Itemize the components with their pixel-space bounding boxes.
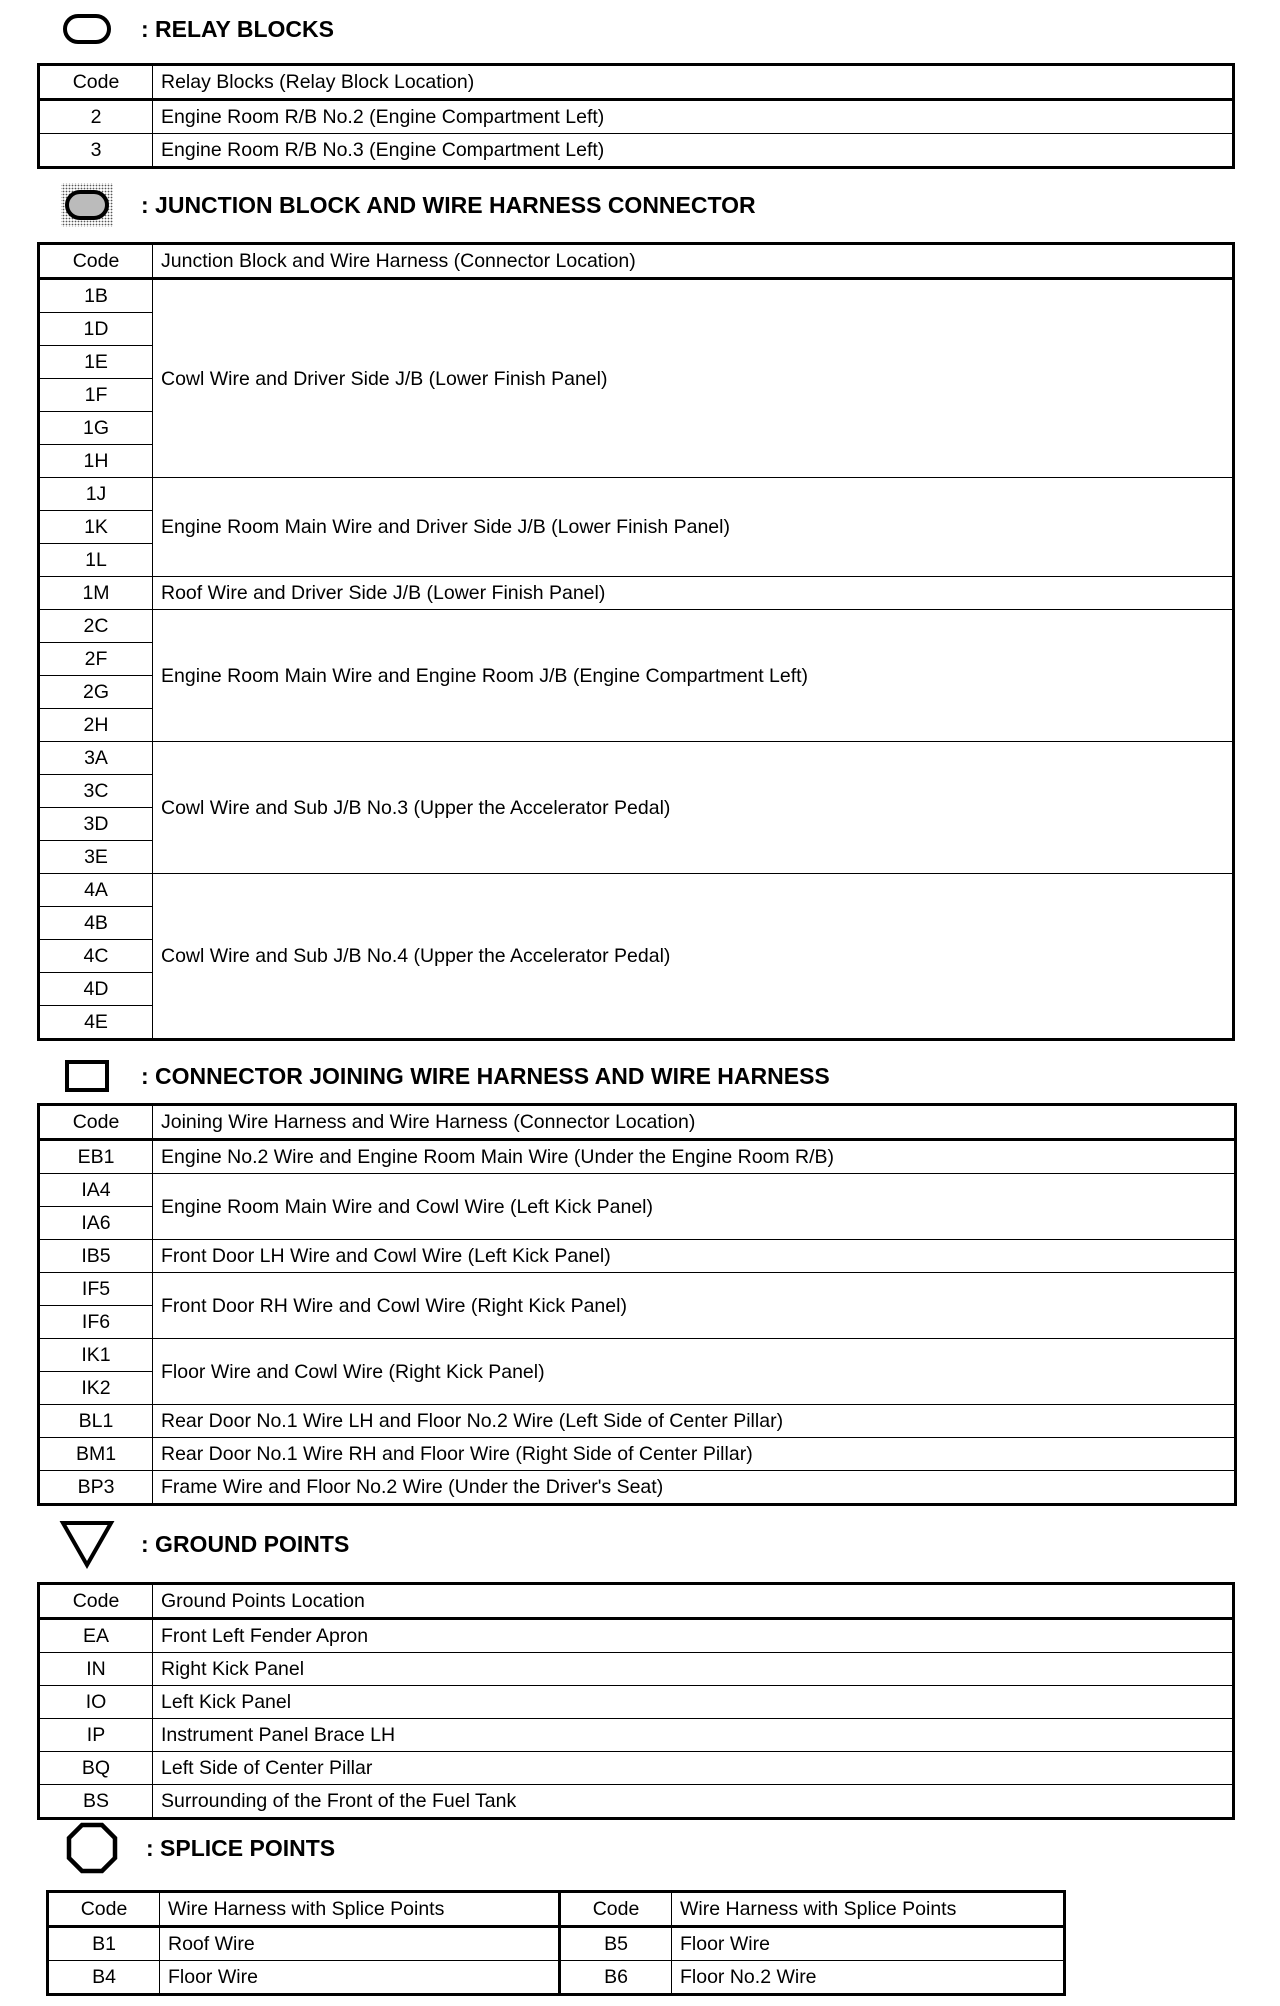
table-row: [39, 742, 1234, 775]
table-row: [48, 1927, 1065, 1961]
description-header: Junction Block and Wire Harness (Connector Location): [153, 244, 1234, 279]
code-cell: 4D: [39, 973, 153, 1006]
rounded-rectangle-icon: [57, 5, 117, 53]
description-cell: Engine Room Main Wire and Cowl Wire (Left Kick Panel): [153, 1174, 1236, 1240]
table-row: [39, 1240, 1236, 1273]
square-icon: [57, 1052, 117, 1100]
code-cell: BP3: [39, 1471, 153, 1505]
code-cell: 2F: [39, 643, 153, 676]
code-cell: 1D: [39, 313, 153, 346]
table-row: [39, 1174, 1236, 1207]
code-cell: IA6: [39, 1207, 153, 1240]
code-cell: 1J: [39, 478, 153, 511]
table-row: [39, 874, 1234, 907]
description-cell: Roof Wire and Driver Side J/B (Lower Finish Panel): [153, 577, 1234, 610]
code-cell: 3C: [39, 775, 153, 808]
code-cell: 4A: [39, 874, 153, 907]
description-cell: Floor Wire: [672, 1927, 1065, 1961]
relay-blocks-table: [37, 63, 1235, 169]
code-cell: B4: [48, 1961, 160, 1995]
connector-heading: [57, 1052, 830, 1100]
table-row: [39, 610, 1234, 643]
ground-points-title: : GROUND POINTS: [141, 1530, 350, 1557]
table-row: [39, 1653, 1234, 1686]
table-row: [39, 1686, 1234, 1719]
code-cell: 2G: [39, 676, 153, 709]
splice-points-title: : SPLICE POINTS: [146, 1834, 336, 1861]
description-cell: Engine Room R/B No.3 (Engine Compartment Left): [153, 134, 1234, 168]
code-cell: B1: [48, 1927, 160, 1961]
description-cell: Left Side of Center Pillar: [153, 1752, 1234, 1785]
code-cell: IO: [39, 1686, 153, 1719]
code-cell: 3D: [39, 808, 153, 841]
table-row: [39, 1752, 1234, 1785]
table-row: [39, 1140, 1236, 1174]
junction-block-title: : JUNCTION BLOCK AND WIRE HARNESS CONNECTOR: [141, 191, 756, 218]
table-row: [39, 134, 1234, 168]
description-cell: Engine Room Main Wire and Driver Side J/B (Lower Finish Panel): [153, 478, 1234, 577]
description-cell: Floor Wire: [160, 1961, 560, 1995]
code-cell: 3: [39, 134, 153, 168]
code-header: Code: [48, 1892, 160, 1927]
shaded-rounded-rectangle-icon: [57, 181, 117, 229]
description-header: Wire Harness with Splice Points: [672, 1892, 1065, 1927]
code-cell: 1M: [39, 577, 153, 610]
header-row: [48, 1892, 1065, 1927]
table-row: [39, 1438, 1236, 1471]
description-cell: Frame Wire and Floor No.2 Wire (Under the Driver's Seat): [153, 1471, 1236, 1505]
code-cell: IN: [39, 1653, 153, 1686]
header-row: [39, 1584, 1234, 1619]
description-cell: Engine No.2 Wire and Engine Room Main Wire (Under the Engine Room R/B): [153, 1140, 1236, 1174]
code-cell: 3A: [39, 742, 153, 775]
table-row: [39, 1785, 1234, 1819]
description-cell: Engine Room Main Wire and Engine Room J/B (Engine Compartment Left): [153, 610, 1234, 742]
code-header: Code: [39, 1105, 153, 1140]
junction-block-heading: [57, 181, 756, 229]
table-row: [39, 1471, 1236, 1505]
relay-blocks-title: : RELAY BLOCKS: [141, 15, 334, 42]
ground-points-table: [37, 1582, 1235, 1820]
table-row: [39, 577, 1234, 610]
code-cell: BM1: [39, 1438, 153, 1471]
table-row: [39, 1719, 1234, 1752]
table-row: [39, 1405, 1236, 1438]
code-header: Code: [560, 1892, 672, 1927]
splice-points-heading: [62, 1824, 335, 1872]
description-cell: Front Door RH Wire and Cowl Wire (Right Kick Panel): [153, 1273, 1236, 1339]
code-cell: BS: [39, 1785, 153, 1819]
connector-table: [37, 1103, 1237, 1506]
description-cell: Floor No.2 Wire: [672, 1961, 1065, 1995]
code-cell: EB1: [39, 1140, 153, 1174]
code-cell: B5: [560, 1927, 672, 1961]
code-header: Code: [39, 65, 153, 100]
description-cell: Floor Wire and Cowl Wire (Right Kick Panel): [153, 1339, 1236, 1405]
octagon-icon: [62, 1824, 122, 1872]
code-cell: 2: [39, 100, 153, 134]
description-cell: Engine Room R/B No.2 (Engine Compartment Left): [153, 100, 1234, 134]
description-cell: Surrounding of the Front of the Fuel Tank: [153, 1785, 1234, 1819]
code-cell: IF5: [39, 1273, 153, 1306]
code-cell: 4E: [39, 1006, 153, 1040]
code-cell: 1G: [39, 412, 153, 445]
code-cell: 2C: [39, 610, 153, 643]
description-header: Wire Harness with Splice Points: [160, 1892, 560, 1927]
header-row: [39, 1105, 1236, 1140]
table-row: [48, 1961, 1065, 1995]
description-cell: Left Kick Panel: [153, 1686, 1234, 1719]
code-cell: B6: [560, 1961, 672, 1995]
code-cell: IK2: [39, 1372, 153, 1405]
code-header: Code: [39, 1584, 153, 1619]
code-cell: 2H: [39, 709, 153, 742]
code-cell: IF6: [39, 1306, 153, 1339]
description-cell: Front Door LH Wire and Cowl Wire (Left Kick Panel): [153, 1240, 1236, 1273]
description-cell: Cowl Wire and Sub J/B No.3 (Upper the Accelerator Pedal): [153, 742, 1234, 874]
code-cell: 1L: [39, 544, 153, 577]
ground-points-heading: [57, 1520, 349, 1568]
code-cell: IK1: [39, 1339, 153, 1372]
code-cell: IA4: [39, 1174, 153, 1207]
code-header: Code: [39, 244, 153, 279]
table-row: [39, 1339, 1236, 1372]
down-triangle-icon: [57, 1520, 117, 1568]
description-cell: Instrument Panel Brace LH: [153, 1719, 1234, 1752]
table-row: [39, 1273, 1236, 1306]
table-row: [39, 478, 1234, 511]
description-header: Ground Points Location: [153, 1584, 1234, 1619]
table-row: [39, 279, 1234, 313]
code-cell: IB5: [39, 1240, 153, 1273]
description-cell: Cowl Wire and Driver Side J/B (Lower Finish Panel): [153, 279, 1234, 478]
description-cell: Cowl Wire and Sub J/B No.4 (Upper the Accelerator Pedal): [153, 874, 1234, 1040]
description-cell: Right Kick Panel: [153, 1653, 1234, 1686]
code-cell: 1K: [39, 511, 153, 544]
description-cell: Front Left Fender Apron: [153, 1619, 1234, 1653]
junction-block-table: [37, 242, 1235, 1041]
description-cell: Rear Door No.1 Wire LH and Floor No.2 Wire (Left Side of Center Pillar): [153, 1405, 1236, 1438]
code-cell: 1H: [39, 445, 153, 478]
description-cell: Roof Wire: [160, 1927, 560, 1961]
code-cell: BQ: [39, 1752, 153, 1785]
relay-blocks-heading: [57, 5, 334, 53]
connector-title: : CONNECTOR JOINING WIRE HARNESS AND WIRE HARNESS: [141, 1062, 830, 1089]
description-header: Joining Wire Harness and Wire Harness (Connector Location): [153, 1105, 1236, 1140]
code-cell: IP: [39, 1719, 153, 1752]
code-cell: 1F: [39, 379, 153, 412]
code-cell: 3E: [39, 841, 153, 874]
code-cell: EA: [39, 1619, 153, 1653]
code-cell: 1B: [39, 279, 153, 313]
code-cell: 4C: [39, 940, 153, 973]
header-row: [39, 65, 1234, 100]
description-header: Relay Blocks (Relay Block Location): [153, 65, 1234, 100]
header-row: [39, 244, 1234, 279]
table-row: [39, 1619, 1234, 1653]
table-row: [39, 100, 1234, 134]
code-cell: 4B: [39, 907, 153, 940]
splice-points-table: [46, 1890, 1066, 1996]
code-cell: 1E: [39, 346, 153, 379]
code-cell: BL1: [39, 1405, 153, 1438]
description-cell: Rear Door No.1 Wire RH and Floor Wire (Right Side of Center Pillar): [153, 1438, 1236, 1471]
